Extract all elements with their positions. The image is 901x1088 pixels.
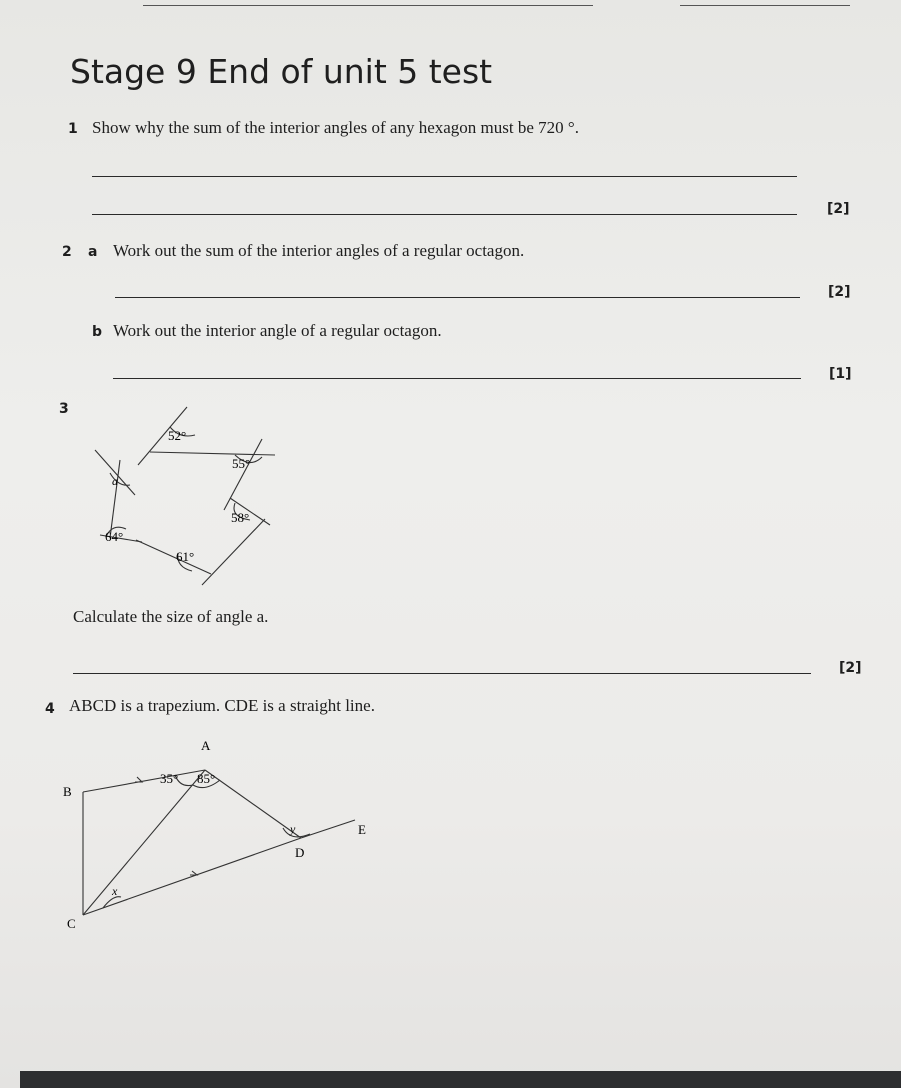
q4-angle-x: x [112,884,118,898]
q3-angle-bottom: 61° [176,549,195,564]
q3-angle-top: 52° [168,428,187,443]
q4-angle-35: 35° [160,771,179,786]
q1-marks: [2] [827,201,850,217]
q2a-label: a [88,244,98,260]
footer-bar [20,1071,901,1088]
q3-marks: [2] [839,660,862,676]
q2a-answer-line[interactable] [115,297,800,298]
q3-hexagon-diagram [90,395,290,590]
q3-angle-lower-left: 64° [105,529,124,544]
q3-angle-upper-right: 55° [232,456,251,471]
q4-point-A: A [201,738,211,753]
q2a-text: Work out the sum of the interior angles of a regular octagon. [113,241,525,260]
q3-text: Calculate the size of angle a. [73,607,269,626]
q2b-text: Work out the interior angle of a regular octagon. [113,321,442,340]
q4-point-E: E [358,822,366,837]
q4-point-C: C [67,916,76,931]
q2-number: 2 [62,244,72,260]
q2b-answer-line[interactable] [113,378,801,379]
q3-angle-right: 58° [231,510,250,525]
q1-answer-line-1[interactable] [92,176,797,177]
q4-text: ABCD is a trapezium. CDE is a straight line. [69,696,375,715]
q3-number: 3 [59,401,69,417]
header-rule-left [143,5,593,6]
q1-text: Show why the sum of the interior angles of any hexagon must be 720 °. [92,118,579,137]
q2a-marks: [2] [828,284,851,300]
q4-angle-85: 85° [197,771,216,786]
q4-number: 4 [45,701,55,717]
q4-point-B: B [63,784,72,799]
q3-answer-line[interactable] [73,673,811,674]
q4-trapezium-diagram [55,730,385,935]
header-rule-right [680,5,850,6]
q2b-label: b [92,324,103,340]
q2b-marks: [1] [829,366,852,382]
q1-answer-line-2[interactable] [92,214,797,215]
q1-number: 1 [68,121,78,137]
page-title: Stage 9 End of unit 5 test [70,52,493,91]
q4-point-D: D [295,845,305,860]
q4-angle-y: y [290,822,296,836]
q3-angle-a: a [112,474,118,488]
